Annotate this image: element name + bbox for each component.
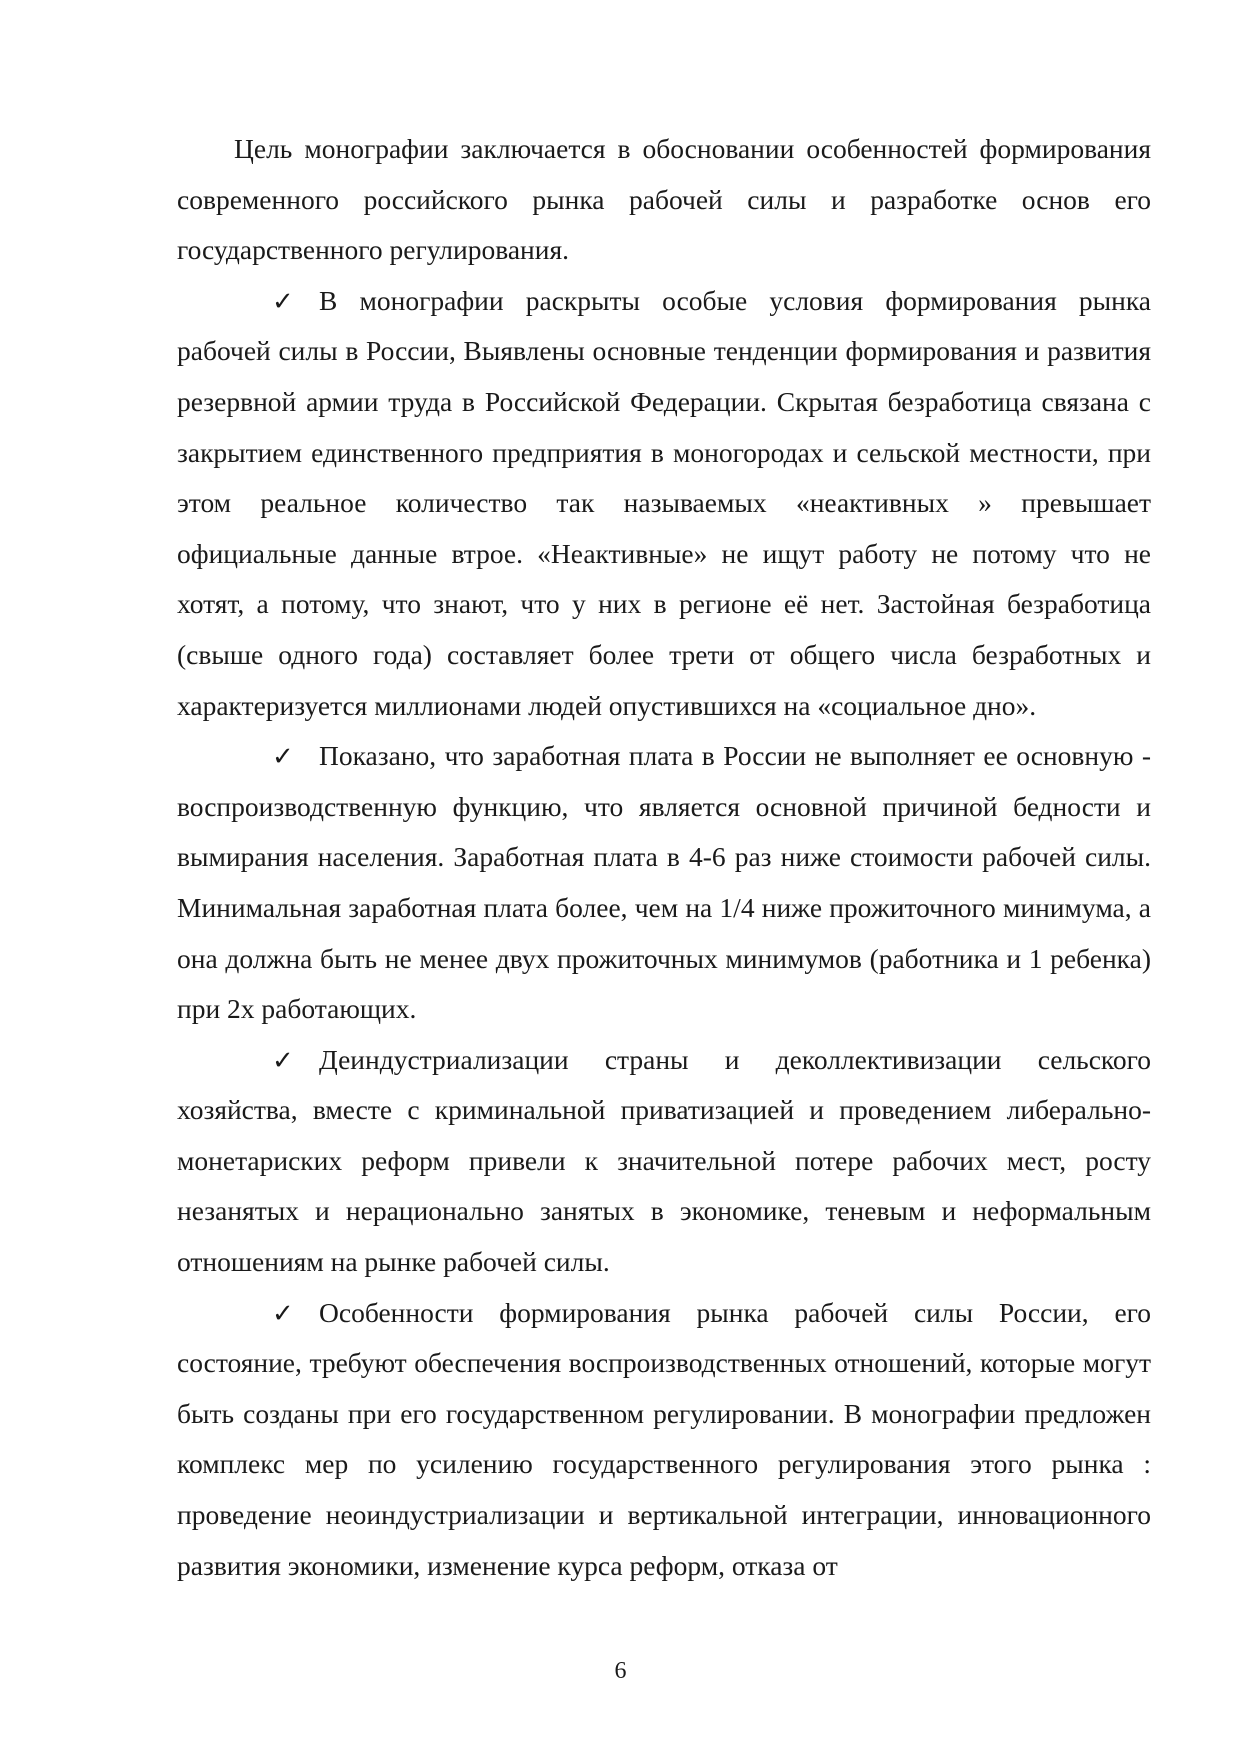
bullet-paragraph-3: [177, 1035, 1151, 1288]
bullet-text-3: Деиндустриализации страны и деколлективизации сельского хозяйства, вместе с криминальной приватизацией и проведением либерально-монетариских реформ привели к значительной потере рабочих мест, росту незанятых и нерационально занятых в экономике, теневым и неформальным отношениям на рынке рабочей силы.: [177, 1043, 1151, 1278]
bullet-paragraph-1: [177, 276, 1151, 731]
checkmark-icon: ✓: [272, 1045, 294, 1076]
checkmark-icon: ✓: [272, 1298, 294, 1329]
bullet-text-1: В монографии раскрыты особые условия формирования рынка рабочей силы в России, Выявлены основные тенденции формирования и развития резервной армии труда в Российской Федерации. Скрытая безработица связана с закрытием единственного предприятия в моногородах и сельской местности, при этом реальное количество так называемых «неактивных » превышает официальные данные втрое. «Неактивные» не ищут работу не потому что не хотят, а потому, что знают, что у них в регионе её нет. Застойная безработица (свыше одного года) составляет более трети от общего числа безработных и характеризуется миллионами людей опустившихся на «социальное дно».: [177, 284, 1151, 721]
page-number: 6: [614, 1658, 627, 1684]
bullet-text-4: Особенности формирования рынка рабочей силы России, его состояние, требуют обеспечения воспроизводственных отношений, которые могут быть созданы при его государственном регулировании. В монографии предложен комплекс мер по усилению государственного регулирования этого рынка : проведение неоиндустриализации и вертикальной интеграции, инновационного развития экономики, изменение курса реформ, отказа от: [177, 1296, 1151, 1581]
checkmark-icon: ✓: [272, 742, 294, 773]
checkmark-icon: ✓: [272, 286, 294, 317]
intro-paragraph: Цель монографии заключается в обосновании особенностей формирования современного российского рынка рабочей силы и разработке основ его государственного регулирования.: [177, 133, 1151, 266]
bullet-text-2: Показано, что заработная плата в России не выполняет ее основную - воспроизводственную функцию, что является основной причиной бедности и вымирания населения. Заработная плата в 4-6 раз ниже стоимости рабочей силы. Минимальная заработная плата более, чем на 1/4 ниже прожиточного минимума, а она должна быть не менее двух прожиточных минимумов (работника и 1 ребенка) при 2х работающих.: [177, 740, 1151, 1025]
bullet-paragraph-2: [177, 731, 1151, 1035]
bullet-paragraph-4: [177, 1288, 1151, 1592]
page-body: [177, 124, 1151, 1591]
